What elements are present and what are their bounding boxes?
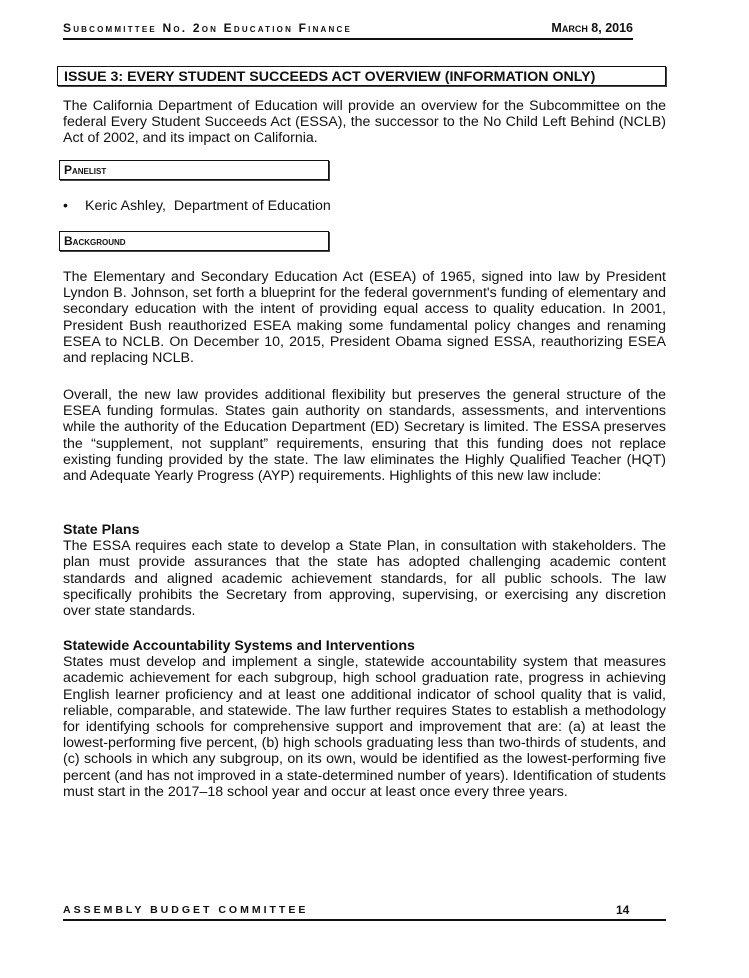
section-heading: State Plans [63,522,140,538]
panelist-label: Panelist [59,160,329,180]
section-body: States must develop and implement a single, statewide accountability system that measures academic achievement for each subgroup, high school graduation rate, progress in achieving English learner proficiency and at least one additional indicator of school quality that is valid, reliable, comparable, and statewide. The law further requires States to establish a methodology for identifying schools for comprehensive support and improvement that are: (a) at least the lowest-performing five percent, (b) high schools graduating less than two-thirds of students, and (c) schools in which any subgroup, on its own, would be identified as the lowest-performing five percent (and has not improved in a state-determined number of years). Identification of students must start in the 2017–18 school year and occur at least once every three years. [63,654,666,800]
bullet-icon: • [63,198,68,214]
section-accountability [63,638,666,800]
background-label: Background [59,231,329,251]
issue-title: ISSUE 3: EVERY STUDENT SUCCEEDS ACT OVERVIEW (INFORMATION ONLY) [57,66,666,86]
footer-committee: ASSEMBLY BUDGET COMMITTEE [63,904,309,916]
intro-paragraph: The California Department of Education will provide an overview for the Subcommittee on the federal Every Student Succeeds Act (ESSA), the successor to the No Child Left Behind (NCLB) Act of 2002, and its impact on California. [63,98,666,147]
header-date: March 8, 2016 [551,21,633,35]
background-paragraph-2: Overall, the new law provides additional flexibility but preserves the general structure of the ESEA funding formulas. States gain authority on standards, assessments, and interventions while the authority of the Education Department (ED) Secretary is limited. The ESSA preserves the “supplement, not supplant” requirements, ensuring that this funding does not replace existing funding provided by the state. The law eliminates the Highly Qualified Teacher (HQT) and Adequate Yearly Progress (AYP) requirements. Highlights of this new law include: [63,387,666,485]
header-subcommittee: Subcommittee No. 2on Education Finance [63,21,353,35]
page-number: 14 [616,903,630,917]
background-paragraph-1: The Elementary and Secondary Education Act (ESEA) of 1965, signed into law by President Lyndon B. Johnson, set forth a blueprint for the federal government's funding of elementary and secondary education with the intent of providing equal access to quality education. In 2001, President Bush reauthorized ESEA making some fundamental policy changes and renaming ESEA to NCLB. On December 10, 2015, President Obama signed ESSA, reauthorizing ESEA and replacing NCLB. [63,269,666,367]
panelist-list [63,198,331,214]
page-header [63,20,633,40]
section-body: The ESSA requires each state to develop a State Plan, in consultation with stakeholders. The plan must provide assurances that the state has adopted challenging academic content standards and aligned academic achievement standards, for all public schools. The law specifically prohibits the Secretary from approving, supervising, or exercising any discretion over state standards. [63,538,666,620]
section-state-plans [63,522,666,619]
panelist-item: Keric Ashley, Department of Education [85,198,331,214]
page-footer [63,903,666,921]
section-heading: Statewide Accountability Systems and Interventions [63,638,415,654]
